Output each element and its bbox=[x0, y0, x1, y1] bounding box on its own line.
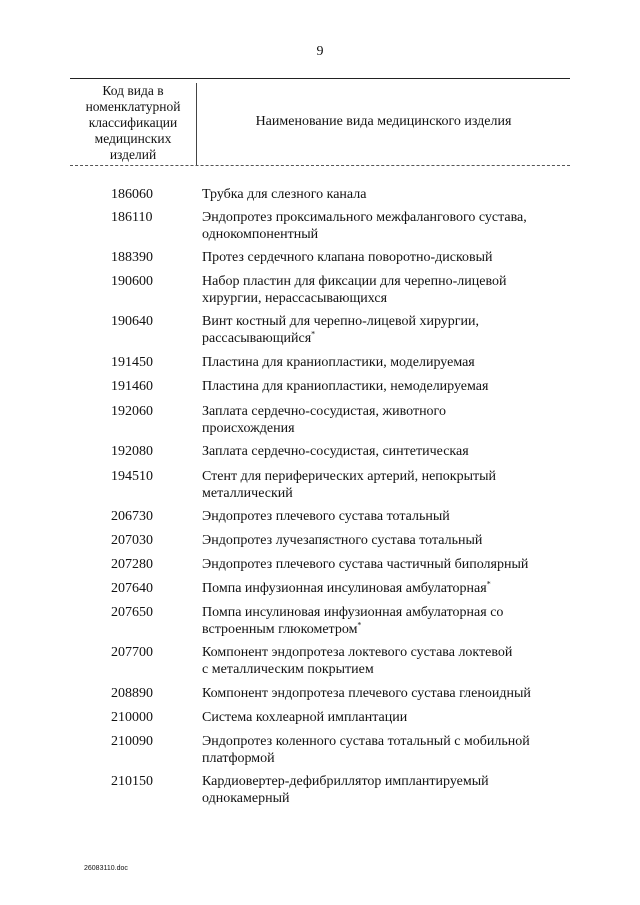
row-code: 191450 bbox=[111, 355, 153, 370]
row-name-line: Заплата сердечно-сосудистая, животного bbox=[202, 404, 446, 419]
row-name-line: платформой bbox=[202, 751, 275, 766]
table-row bbox=[0, 468, 640, 502]
row-code: 192080 bbox=[111, 444, 153, 459]
table-row bbox=[0, 709, 640, 726]
row-code: 186110 bbox=[111, 210, 153, 225]
table-row bbox=[0, 443, 640, 460]
header-code-line: медицинских bbox=[94, 131, 172, 146]
table-row bbox=[0, 403, 640, 437]
row-name bbox=[202, 378, 572, 395]
row-name bbox=[202, 580, 572, 597]
header-name-label: Наименование вида медицинского изделия bbox=[255, 114, 512, 129]
table-row bbox=[0, 508, 640, 525]
table-row bbox=[0, 186, 640, 203]
footnote-mark: * bbox=[311, 329, 316, 339]
row-name bbox=[202, 354, 572, 371]
row-code: 188390 bbox=[111, 250, 153, 265]
table-row bbox=[0, 209, 640, 243]
row-code: 207280 bbox=[111, 557, 153, 572]
row-name-line: хирургии, нерассасывающихся bbox=[202, 291, 388, 306]
table-row bbox=[0, 556, 640, 573]
row-code: 210150 bbox=[111, 774, 153, 789]
row-name-line: Система кохлеарной имплантации bbox=[202, 710, 408, 725]
row-code: 190640 bbox=[111, 314, 153, 329]
row-code: 206730 bbox=[111, 509, 153, 524]
row-name-line: Пластина для краниопластики, моделируемая bbox=[202, 355, 475, 370]
footnote-mark: * bbox=[486, 579, 491, 589]
table-row bbox=[0, 644, 640, 678]
row-name bbox=[202, 508, 572, 525]
row-name-line: металлический bbox=[202, 486, 293, 501]
row-name-line: с металлическим покрытием bbox=[202, 662, 374, 677]
row-name-text: рассасывающийся bbox=[202, 331, 312, 346]
row-name bbox=[202, 644, 572, 678]
table-row bbox=[0, 313, 640, 347]
row-name-line: Винт костный для черепно-лицевой хирургии, bbox=[202, 314, 479, 329]
row-code: 194510 bbox=[111, 469, 153, 484]
row-name-line: однокамерный bbox=[202, 791, 290, 806]
row-name bbox=[202, 709, 572, 726]
header-code-line: Код вида в bbox=[102, 83, 164, 98]
row-name-line: Эндопротез лучезапястного сустава тотальный bbox=[202, 533, 483, 548]
table-header bbox=[70, 78, 570, 166]
footnote-mark: * bbox=[357, 620, 362, 630]
table-row bbox=[0, 354, 640, 371]
row-name-line: Эндопротез плечевого сустава тотальный bbox=[202, 509, 450, 524]
row-name bbox=[202, 209, 572, 243]
table-row bbox=[0, 733, 640, 767]
row-name bbox=[202, 773, 572, 807]
row-name bbox=[202, 443, 572, 460]
row-name-line: Набор пластин для фиксации для черепно-лицевой bbox=[202, 274, 507, 289]
table-row bbox=[0, 532, 640, 549]
row-code: 190600 bbox=[111, 274, 153, 289]
row-name-line bbox=[202, 580, 572, 597]
table-row bbox=[0, 604, 640, 638]
row-name-text: Помпа инфузионная инсулиновая амбулаторная bbox=[202, 581, 487, 596]
header-code-column bbox=[70, 83, 197, 165]
row-name-line bbox=[202, 621, 572, 638]
table-row bbox=[0, 773, 640, 807]
row-name-line: Помпа инсулиновая инфузионная амбулаторная со bbox=[202, 605, 504, 620]
row-code: 210000 bbox=[111, 710, 153, 725]
header-code-line: классификации bbox=[88, 115, 178, 130]
header-code-line: номенклатурной bbox=[85, 99, 181, 114]
row-name-line: Компонент эндопротеза плечевого сустава гленоидный bbox=[202, 686, 531, 701]
row-name-line: Протез сердечного клапана поворотно-дисковый bbox=[202, 250, 493, 265]
row-name-line: Трубка для слезного канала bbox=[202, 187, 367, 202]
file-name: 26083110.doc bbox=[84, 865, 128, 872]
row-name bbox=[202, 186, 572, 203]
page-number: 9 bbox=[316, 44, 324, 59]
row-name-line: Стент для периферических артерий, непокрытый bbox=[202, 469, 496, 484]
header-code-line: изделий bbox=[109, 147, 157, 162]
row-name bbox=[202, 733, 572, 767]
row-name-line: Заплата сердечно-сосудистая, синтетическая bbox=[202, 444, 469, 459]
row-name-line: Эндопротез коленного сустава тотальный с мобильной bbox=[202, 734, 530, 749]
row-code: 207650 bbox=[111, 605, 153, 620]
table-row bbox=[0, 378, 640, 395]
row-code: 186060 bbox=[111, 187, 153, 202]
row-name bbox=[202, 468, 572, 502]
table-row bbox=[0, 273, 640, 307]
row-name-text: встроенным глюкометром bbox=[202, 622, 358, 637]
row-name bbox=[202, 604, 572, 638]
row-code: 207700 bbox=[111, 645, 153, 660]
row-code: 210090 bbox=[111, 734, 153, 749]
header-name-column bbox=[197, 79, 570, 165]
row-name-line: Пластина для краниопластики, немоделируемая bbox=[202, 379, 489, 394]
row-name-line bbox=[202, 330, 572, 347]
row-code: 191460 bbox=[111, 379, 153, 394]
row-name bbox=[202, 273, 572, 307]
row-name bbox=[202, 313, 572, 347]
row-name-line: Компонент эндопротеза локтевого сустава локтевой bbox=[202, 645, 513, 660]
row-name-line: однокомпонентный bbox=[202, 227, 319, 242]
row-name bbox=[202, 532, 572, 549]
row-name bbox=[202, 403, 572, 437]
row-code: 207640 bbox=[111, 581, 153, 596]
table-row bbox=[0, 580, 640, 597]
row-name-line: Кардиовертер-дефибриллятор имплантируемый bbox=[202, 774, 489, 789]
row-code: 208890 bbox=[111, 686, 153, 701]
row-name-line: Эндопротез проксимального межфалангового сустава, bbox=[202, 210, 527, 225]
row-name bbox=[202, 556, 572, 573]
row-name-line: Эндопротез плечевого сустава частичный биполярный bbox=[202, 557, 529, 572]
row-code: 207030 bbox=[111, 533, 153, 548]
row-code: 192060 bbox=[111, 404, 153, 419]
row-name bbox=[202, 685, 572, 702]
row-name bbox=[202, 249, 572, 266]
row-name-line: происхождения bbox=[202, 421, 295, 436]
table-row bbox=[0, 685, 640, 702]
table-row bbox=[0, 249, 640, 266]
